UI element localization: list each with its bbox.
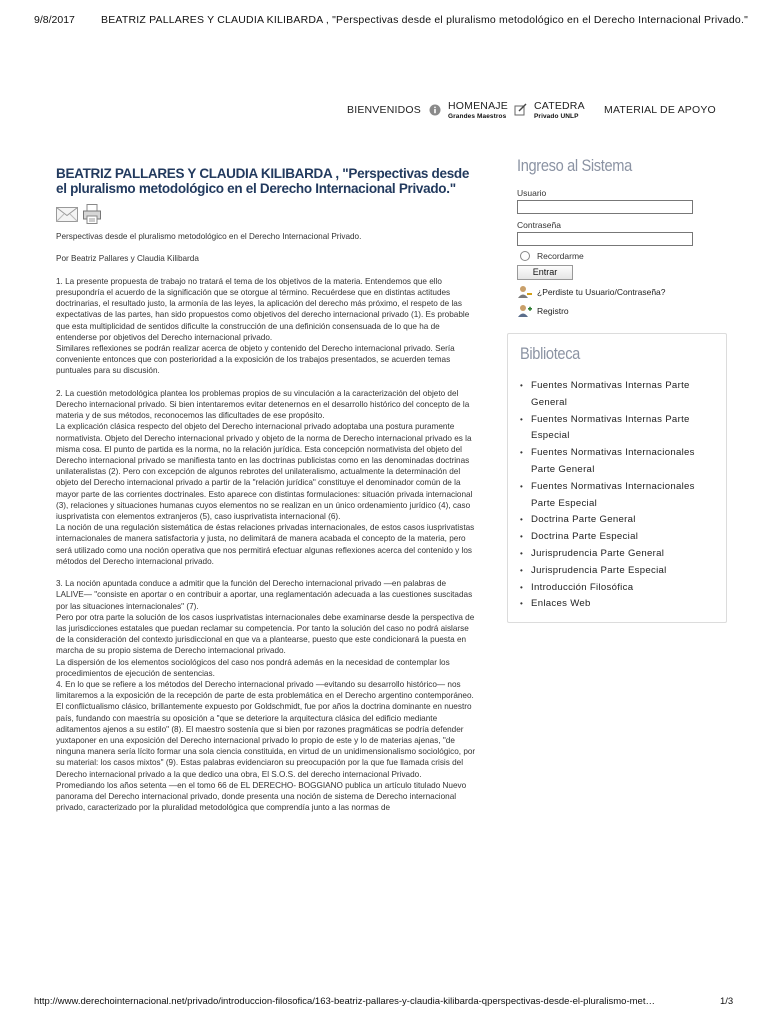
- article-paragraph: La noción de una regulación sistemática de éstas relaciones privadas internacionales, de estos casos iusprivatistas internacionales de manera satisfactoria y justa, no delimitará de manera acabada el concepto de la materia, pero será utilizado como una noción operativa que nos permitirá efectuar algunas reflexiones acerca del contenido y los métodos del Derecho internacional privado.: [56, 523, 475, 566]
- biblioteca-link[interactable]: • Doctrina Parte Especial: [518, 529, 718, 546]
- biblioteca-panel: [507, 333, 727, 623]
- password-input[interactable]: [517, 232, 693, 246]
- article-paragraph: Similares reflexiones se podrán realizar acerca de objeto y contenido del Derecho internacional privado. Sería conveniente entonces que con posterioridad a la exposición de los trabajos presentados, se acuerden temas puntuales para su discusión.: [56, 344, 455, 376]
- article-header: [56, 166, 476, 196]
- user-key-icon: [517, 285, 533, 299]
- login-title: Ingreso al Sistema: [517, 156, 632, 175]
- biblioteca-title: Biblioteca: [520, 344, 580, 363]
- info-icon: [429, 104, 441, 116]
- nav-homenaje[interactable]: [448, 100, 508, 120]
- article-paragraph: El conflictualismo clásico, brillantemente expuesto por Goldschmidt, fue por años la doctrina dominante en nuestro país, fundando con maestría su oposición a "que se deteriore la arquitectura clásica del edificio mediante aditamentos ajenos a su estilo" (8). El maestro sostenía que si bien por razones pragmáticas se podría defender yuxtaponer en una exposición del Derecho internacional privado lo propio de este y lo de materias ajenas, "de ninguna manera sería lícito formar una sola ciencia constituida, en virtud de un unidimensionalismo sociológico, por su material: los casos mixtos" (9). Estas palabras evidenciaron su preocupación por la que fue llamada crisis del Derecho internacional privado a la que dedico una obra, El S.O.S. del derecho internacional Privado.: [56, 702, 476, 779]
- biblioteca-link[interactable]: • Jurisprudencia Parte Especial: [518, 563, 718, 580]
- biblioteca-link[interactable]: • Fuentes Normativas Internacionales Parte Especial: [518, 479, 718, 513]
- forgot-credentials-link[interactable]: [517, 285, 727, 299]
- login-module: [517, 156, 727, 318]
- password-label: Contraseña: [517, 220, 561, 230]
- nav-homenaje-sub: Grandes Maestros: [448, 113, 507, 120]
- article-body: [56, 231, 476, 814]
- article-paragraph: La explicación clásica respecto del objeto del Derecho internacional privado adoptaba una postura puramente normativista. Objeto del Derecho internacional privado y objeto de la norma de Derecho internacional privado es la misma cosa. El punto de partida es la norma, no la relación jurídica. Esta concepción normativista del objeto del Derecho internacional privado se manifiesta tanto en las doctrinas publicistas como en las denominadas doctrinas unilateralistas (2). Pero con excepción de algunos rebrotes del unilateralismo, actualmente la determinación del objeto del Derecho internacional privado a partir de la "relación jurídica" constituye el denominador común de la mayor parte de las corrientes doctrinales. Esto aparece con distintas formulaciones: situación privada internacional (3), relaciones y situaciones humanas cuyos elementos no se realizan en un único ordenamiento jurídico (4), caso iusprivatista con elementos extranjeros (5), caso iusprivatista internacional (6).: [56, 422, 473, 522]
- remember-row: [517, 251, 727, 261]
- biblioteca-link[interactable]: • Fuentes Normativas Internas Parte Especial: [518, 412, 718, 446]
- login-submit-button[interactable]: Entrar: [517, 265, 573, 280]
- email-icon[interactable]: [56, 207, 78, 222]
- print-icon[interactable]: [83, 204, 101, 224]
- nav-catedra[interactable]: [534, 100, 585, 120]
- register-link[interactable]: [517, 304, 727, 318]
- article-paragraph: 4. En lo que se refiere a los métodos del Derecho internacional privado —evitando su desarrollo histórico— nos limitaremos a la exposición de la recepción de parte de esta problemática en el Derecho argentino contemporáneo.: [56, 680, 474, 701]
- biblioteca-link[interactable]: • Doctrina Parte General: [518, 512, 718, 529]
- article-paragraph: 1. La presente propuesta de trabajo no tratará el tema de los objetivos de la materia. Entendemos que ello presupondría el acuerdo de la significación que se otorgue al término. Recuérdese que en distintas actitudes doctrinarias, el resultado justo, la armonía de las leyes, la aplicación del derecho más próximo, el respeto de las expectativas de las partes, han sido propuestos como objetivos del derecho internacional privado (1). Es probable que esta multiplicidad de sentidos dificulte la construcción de una definición consensuada de lo que ha de entenderse por objetivos del Derecho internacional privado.: [56, 276, 470, 342]
- usuario-input[interactable]: [517, 200, 693, 214]
- usuario-label: Usuario: [517, 188, 547, 198]
- paragraph-gap: [56, 242, 476, 253]
- nav-catedra-sub: Privado UNLP: [534, 113, 579, 120]
- paragraph-gap: [56, 377, 476, 388]
- article-paragraph: 2. La cuestión metodológica plantea los problemas propios de su vinculación a la caracterización del objeto del Derecho internacional privado. Si bien intentaremos evitar detenernos en el desarrollo histórico del concepto de la materia y de sus métodos, reconocemos las dificultades de ese propósito.: [56, 388, 470, 421]
- edit-icon: [514, 103, 528, 116]
- remember-checkbox[interactable]: [520, 251, 530, 261]
- remember-label: Recordarme: [537, 251, 584, 261]
- biblioteca-link[interactable]: • Enlaces Web: [518, 596, 718, 613]
- biblioteca-link[interactable]: • Jurisprudencia Parte General: [518, 546, 718, 563]
- nav-homenaje-label: HOMENAJE: [448, 100, 508, 112]
- nav-material-label: MATERIAL DE APOYO: [604, 104, 716, 116]
- print-page-number: 1/3: [720, 996, 734, 1007]
- biblioteca-list: [518, 378, 718, 613]
- nav-catedra-label: CATEDRA: [534, 100, 585, 112]
- print-date: 9/8/2017: [34, 14, 75, 26]
- biblioteca-link[interactable]: • Fuentes Normativas Internas Parte General: [518, 378, 718, 412]
- print-title: BEATRIZ PALLARES Y CLAUDIA KILIBARDA , "Perspectivas desde el pluralismo metodológico en el Derecho Internacional Privado.": [101, 14, 748, 26]
- register-label: Registro: [537, 306, 569, 316]
- paragraph-gap: [56, 265, 476, 276]
- biblioteca-link[interactable]: • Fuentes Normativas Internacionales Parte General: [518, 445, 718, 479]
- top-navigation: [0, 100, 768, 130]
- print-url: http://www.derechointernacional.net/privado/introduccion-filosofica/163-beatriz-pallares-y-claudia-kilibarda-qperspectivas-desde-el-pluralismo-met…: [34, 996, 655, 1007]
- user-add-icon: [517, 304, 533, 318]
- article-paragraph: Por Beatriz Pallares y Claudia Kilibarda: [56, 254, 199, 264]
- article-title: BEATRIZ PALLARES Y CLAUDIA KILIBARDA , "Perspectivas desde el pluralismo metodológico en el Derecho Internacional Privado.": [56, 166, 470, 196]
- nav-bienvenidos[interactable]: [347, 104, 421, 116]
- forgot-credentials-label: ¿Perdiste tu Usuario/Contraseña?: [537, 287, 666, 297]
- article-paragraph: Perspectivas desde el pluralismo metodológico en el Derecho Internacional Privado.: [56, 232, 362, 241]
- article-paragraph: La dispersión de los elementos sociológicos del caso nos pondrá además en la necesidad de contemplar los procedimientos de ejecución de sentencias.: [56, 657, 450, 678]
- nav-bienvenidos-label: BIENVENIDOS: [347, 104, 421, 116]
- article-paragraph: Promediando los años setenta —en el tomo 66 de EL DERECHO- BOGGIANO publica un artículo titulado Nuevo panorama del Derecho internacional privado, donde presenta una noción de sistema de Derecho internacional privado, caracterizado por la pluralidad metodológica que comprendía junto a las normas de: [56, 780, 467, 813]
- article-paragraph: Pero por otra parte la solución de los casos iusprivatistas internacionales debe examinarse desde la perspectiva de las jurisdicciones estatales que puedan reclamar su competencia. Por tanto la solución del caso no podrá aislarse de la consideración del contexto jurisdiccional en que va a plantearse, puesto que este condicionará la puesta en marcha de su propio sistema de Derecho internacional privado.: [56, 612, 475, 656]
- article-paragraph: 3. La noción apuntada conduce a admitir que la función del Derecho internacional privado —en palabras de LALIVE— "consiste en aportar o en contribuir a aportar, una reglamentación adecuada a las cuestiones suscitadas por las situaciones internacionales" (7).: [56, 579, 473, 611]
- biblioteca-link[interactable]: • Introducción Filosófica: [518, 580, 718, 597]
- nav-material-de-apoyo[interactable]: [604, 104, 716, 116]
- paragraph-gap: [56, 567, 476, 578]
